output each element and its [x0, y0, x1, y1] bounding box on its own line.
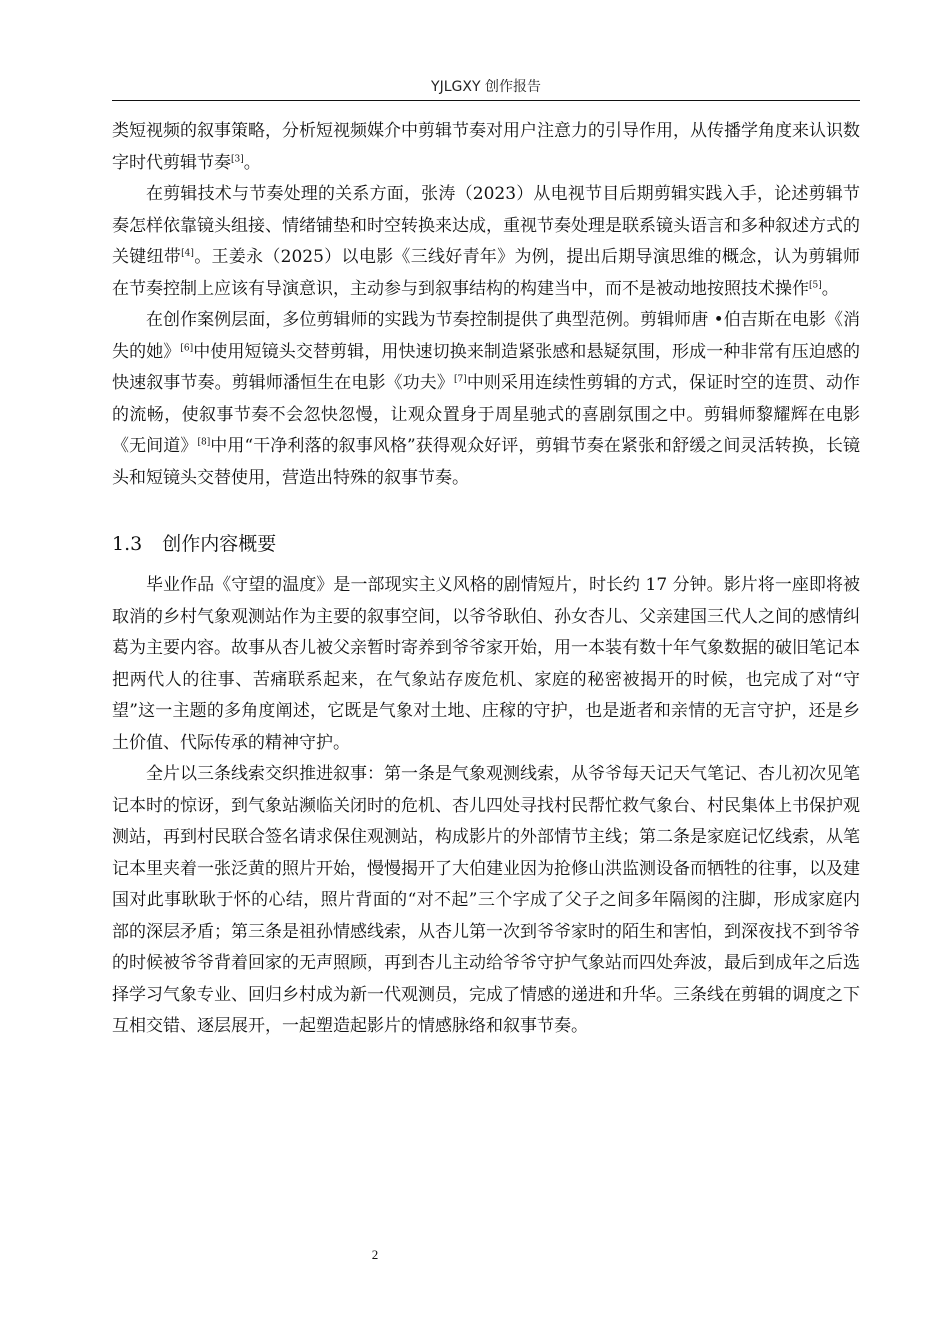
paragraph-text: 中使用短镜头交替剪辑，用快速切换来制造紧张感和悬疑氛围，形成一种非常有压迫感的快速叙事节奏。剪辑师潘恒生在电影《功夫》	[112, 341, 861, 393]
running-header: YJLGXY 创作报告	[431, 79, 541, 95]
citation-ref: [8]	[197, 437, 211, 448]
body-text	[112, 116, 860, 1043]
paragraph-text: 毕业作品《守望的温度》是一部现实主义风格的剧情短片，时长约 17 分钟。影片将一座即将被取消的乡村气象观测站作为主要的叙事空间，以爷爷耿伯、孙女杏儿、父亲建国三代人之间的感情纠葛为主要内容。故事从杏儿被父亲暂时寄养到爷爷家开始，用一本装有数十年气象数据的破旧笔记本把两代人的往事、苦痛联系起来，在气象站存废危机、家庭的秘密被揭开的时候，也完成了对“守望”这一主题的多角度阐述，它既是气象对土地、庄稼的守护，也是逝者和亲情的无言守护，还是乡土价值、代际传承的精神守护。	[112, 575, 860, 753]
paragraph	[112, 759, 860, 1043]
citation-ref: [4]	[181, 248, 194, 259]
paragraph-text: 在剪辑技术与节奏处理的关系方面，张涛（2023）从电视节目后期剪辑实践入手，论述剪辑节奏怎样依靠镜头组接、情绪铺垫和时空转换来达成，重视节奏处理是联系镜头语言和多种叙述方式的关键纽带	[112, 184, 860, 267]
section-number: 1.3	[112, 533, 143, 555]
paragraph-text: 。王姜永（2025）以电影《三线好青年》为例，提出后期导演思维的概念，认为剪辑师在节奏控制上应该有导演意识，主动参与到叙事结构的构建当中，而不是被动地按照技术操作	[112, 247, 860, 299]
paragraph-text: 中用“干净利落的叙事风格”获得观众好评，剪辑节奏在紧张和舒缓之间灵活转换，长镜头和短镜头交替使用，营造出特殊的叙事节奏。	[112, 436, 861, 488]
citation-ref: [5]	[809, 279, 822, 290]
paragraph-text: 全片以三条线索交织推进叙事：第一条是气象观测线索，从爷爷每天记天气笔记、杏儿初次见笔记本时的惊讶，到气象站濒临关闭时的危机、杏儿四处寻找村民帮忙救气象台、村民集体上书保护观测站，再到村民联合签名请求保住观测站，构成影片的外部情节主线；第二条是家庭记忆线索，从笔记本里夹着一张泛黄的照片开始，慢慢揭开了大伯建业因为抢修山洪监测设备而牺牲的往事，以及建国对此事耿耿于怀的心结，照片背面的“对不起”三个字成了父子之间多年隔阂的注脚，形成家庭内部的深层矛盾；第三条是祖孙情感线索，从杏儿第一次到爷爷家时的陌生和害怕，到深夜找不到爷爷的时候被爷爷背着回家的无声照顾，再到杏儿主动给爷爷守护气象站而四处奔波，最后到成年之后选择学习气象专业、回归乡村成为新一代观测员，完成了情感的递进和升华。三条线在剪辑的调度之下互相交错、逐层展开，一起塑造起影片的情感脉络和叙事节奏。	[112, 764, 860, 1036]
citation-ref: [3]	[231, 153, 244, 164]
paragraph	[112, 570, 860, 759]
paragraphs-top	[112, 116, 860, 494]
paragraph-text: 类短视频的叙事策略，分析短视频媒介中剪辑节奏对用户注意力的引导作用，从传播学角度来认识数字时代剪辑节奏	[112, 121, 860, 173]
page-number: 2	[371, 1247, 379, 1262]
paragraph-text: 。	[243, 152, 261, 173]
section-heading	[112, 530, 860, 558]
citation-ref: [6]	[180, 342, 194, 353]
paragraph-text: 中则采用连续性剪辑的方式，保证时空的连贯、动作的流畅，使叙事节奏不会忽快忽慢，让观众置身于周星驰式的喜剧氛围之中。剪辑师黎耀辉在电影《无间道》	[112, 373, 861, 456]
header-rule	[112, 100, 860, 101]
paragraph-text: 。	[821, 278, 839, 299]
paragraph	[112, 305, 860, 494]
paragraph	[112, 116, 860, 179]
citation-ref: [7]	[453, 374, 467, 385]
paragraphs-bottom	[112, 570, 860, 1043]
section-title: 创作内容概要	[162, 533, 277, 555]
paragraph-text: 在创作案例层面，多位剪辑师的实践为节奏控制提供了典型范例。剪辑师唐 •伯吉斯在电影《消失的她》	[112, 310, 860, 362]
paragraph	[112, 179, 860, 305]
